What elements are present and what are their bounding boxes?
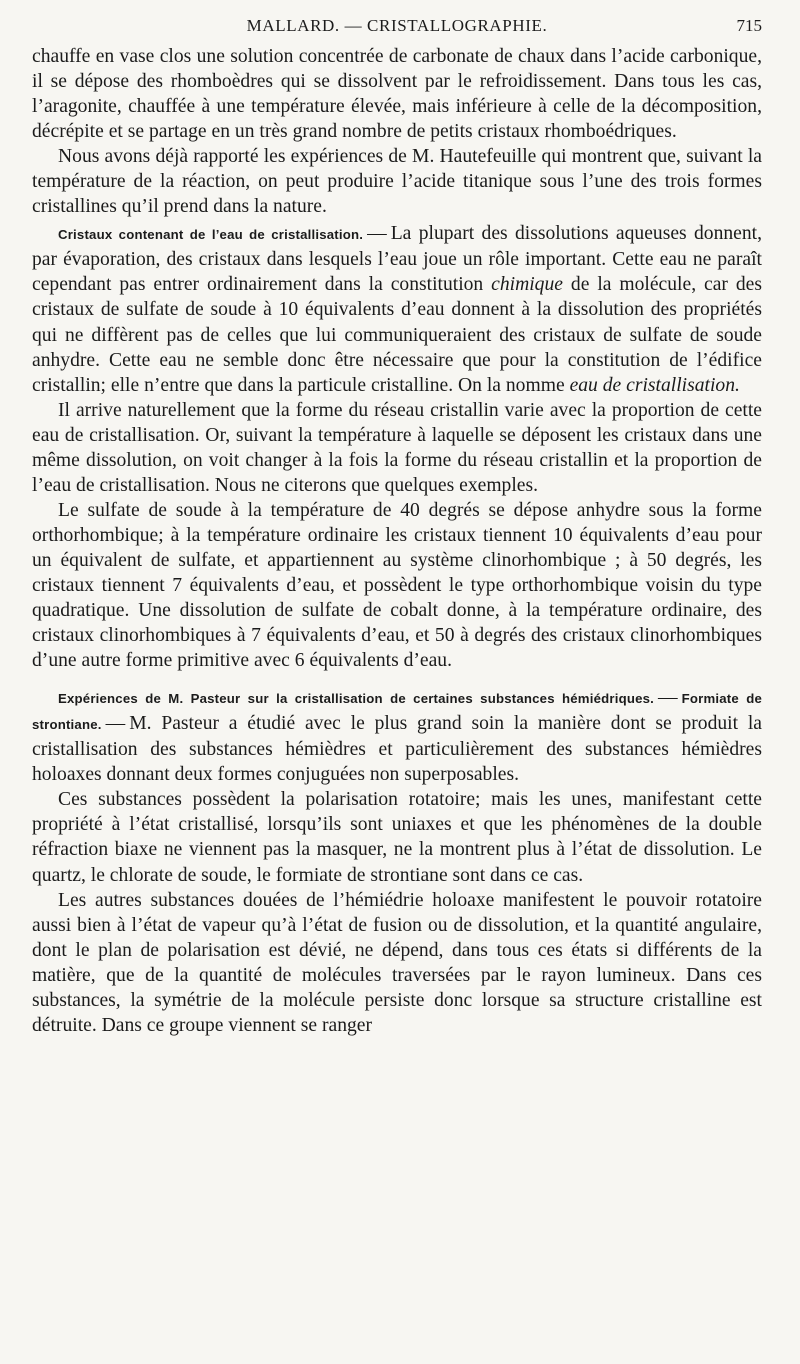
paragraph-text: La plupart des dissolutions aqueuses donnent, par évaporation, des cristaux dans lesquels l’eau joue un rôle important. Cette eau ne paraît cependant pas entrer ordinairement dans la constitution xyxy=(32,223,762,296)
em-dash: — xyxy=(658,687,678,709)
page-body xyxy=(32,44,762,1038)
paragraph-6 xyxy=(32,685,762,787)
emphasis-chimique: chimique xyxy=(491,274,563,296)
paragraph-text: Nous avons déjà rapporté les expériences de M. Hautefeuille qui montrent que, suivant la température de la réaction, on peut produire l’acide titanique sous l’une des trois formes cristallines qu’il prend dans la nature. xyxy=(32,146,762,218)
section-heading-cristaux: Cristaux contenant de l’eau de cristallisation. xyxy=(58,227,364,243)
em-dash: — xyxy=(105,713,126,735)
page-header xyxy=(32,16,762,42)
running-title: MALLARD. — CRISTALLOGRAPHIE. xyxy=(246,16,548,35)
paragraph-text: M. Pasteur a étudié avec le plus grand soin la manière dont se produit la cristallisation des substances hémièdres et particulièrement des substances hémièdres holoaxes donnant deux formes conjuguées non superposables. xyxy=(32,713,762,786)
paragraph-text: Les autres substances douées de l’hémiédrie holoaxe manifestent le pouvoir rotatoire aussi bien à l’état de vapeur qu’à l’état de fusion ou de dissolution, et la quantité angulaire, dont le plan de polarisation est dévié, ne dépend, dans tous ces états si différents de la matière, que de la quantité de molécules traversées par le rayon lumineux. Dans ces substances, la symétrie de la molécule persiste donc lorsque sa structure cristalline est détruite. Dans ce groupe viennent se ranger xyxy=(32,889,762,1036)
paragraph-2 xyxy=(32,144,762,219)
section-subheading-formiate: Formiate de strontiane. xyxy=(32,691,762,733)
section-heading-pasteur: Expériences de M. Pasteur sur la cristallisation de certaines substances hémiédriques. xyxy=(58,691,655,707)
paragraph-7 xyxy=(32,787,762,887)
paragraph-1 xyxy=(32,44,762,144)
paragraph-text: chauffe en vase clos une solution concentrée de carbonate de chaux dans l’acide carbonique, il se dépose des rhomboèdres qui se dissolvent par le refroidissement. Dans tous les cas, l’aragonite, chauffée à une température élevée, mais inférieure à celle de la décomposition, décrépite et se partage en un très grand nombre de petits cristaux rhomboédriques. xyxy=(32,46,762,143)
paragraph-text: Il arrive naturellement que la forme du réseau cristallin varie avec la proportion de cette eau de cristallisation. Or, suivant la température à laquelle se déposent les cristaux dans une même dissolution, on voit changer à la fois la forme du réseau cristallin et la proportion de l’eau de cristallisation. Nous ne citerons que quelques exemples. xyxy=(32,399,762,496)
emphasis-eau-de-cristallisation: eau de cristallisation. xyxy=(569,374,740,396)
paragraph-3 xyxy=(32,221,762,397)
paragraph-5 xyxy=(32,498,762,673)
em-dash: — xyxy=(367,223,387,245)
paragraph-8 xyxy=(32,888,762,1038)
paragraph-text: Le sulfate de soude à la température de 40 degrés se dépose anhydre sous la forme orthorhombique; à la température ordinaire les cristaux tiennent 10 équivalents d’eau pour un équivalent de sulfate, et appartiennent au système clinorhombique ; à 50 degrés, les cristaux tiennent 7 équivalents d’eau, et possèdent le type orthorhombique voisin du type quadratique. Une dissolution de sulfate de cobalt donne, à la température ordinaire, des cristaux clinorhombiques à 7 équivalents d’eau, et 50 à degrés des cristaux clinorhombiques d’une autre forme primitive avec 6 équivalents d’eau. xyxy=(32,499,762,672)
page-number: 715 xyxy=(736,16,762,35)
paragraph-4 xyxy=(32,398,762,498)
paragraph-text: Ces substances possèdent la polarisation rotatoire; mais les unes, manifestant cette propriété à l’état cristallisé, lorsqu’ils sont uniaxes et que les phénomènes de la double réfraction biaxe ne viennent pas la masquer, ne la montrent plus à l’état de dissolution. Le quartz, le chlorate de soude, le formiate de strontiane sont dans ce cas. xyxy=(32,789,762,886)
paragraph-text: de la molécule, car des cristaux de sulfate de soude à 10 équivalents d’eau donnent à la dissolution des propriétés qui ne diffèrent pas de celles que lui communiqueraient des cristaux de sulfate de soude anhydre. Cette eau ne semble donc être nécessaire que pour la constitution de l’édifice cristallin; elle n’entre que dans la particule cristalline. On la nomme xyxy=(32,274,762,396)
